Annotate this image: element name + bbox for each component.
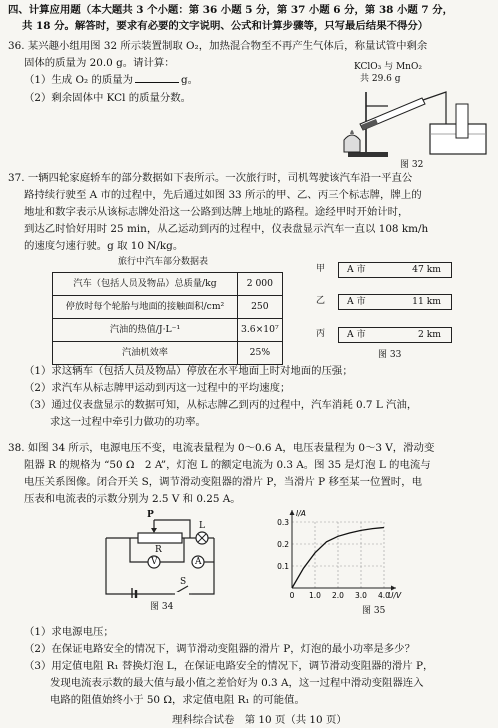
rheostat-icon bbox=[138, 533, 182, 543]
q36-part1 bbox=[24, 72, 198, 88]
road-sign-jia bbox=[338, 262, 452, 278]
table-cell-key: 汽车（包括人员及物品）总质量/kg bbox=[53, 273, 238, 296]
fig35-caption: 图 35 bbox=[362, 606, 386, 616]
x-tick-label: 3.0 bbox=[355, 591, 367, 600]
car-data-table bbox=[52, 272, 283, 365]
section-heading: 四、计算应用题（本大题共 3 个小题：第 36 小题 5 分，第 37 小题 6 分，第 38 小题 7 分， bbox=[8, 4, 454, 16]
table-row bbox=[53, 273, 283, 296]
q38-part1: （1）求电源电压； bbox=[24, 626, 114, 638]
x-tick-label: 0 bbox=[289, 591, 295, 600]
fig34-circuit bbox=[92, 510, 232, 598]
fig32-label-mass: 共 29.6 g bbox=[360, 74, 401, 84]
road-sign-yi bbox=[338, 294, 452, 310]
x-axis-arrow bbox=[391, 586, 396, 591]
voltmeter-label: V bbox=[151, 557, 158, 567]
q37-line3: 地址和数字表示从该标志牌处沿这一公路到达牌上地址的路程。途经甲时开始计时， bbox=[24, 206, 409, 218]
q36-part1-unit: g。 bbox=[181, 74, 199, 86]
q38-part2: （2）在保证电路安全的情况下，调节滑动变阻器的滑片 P，灯泡的最小功率是多少？ bbox=[24, 643, 415, 655]
q37-line1: 37. 一辆四轮家庭轿车的部分数据如下表所示。一次旅行时，司机驾驶该汽车沿一平直公 bbox=[8, 172, 413, 184]
q38-part3-cont: 发现电流表示数的最大值与最小值之差恰好为 0.3 A，这一过程中滑动变阻器连入 bbox=[50, 677, 424, 689]
table-cell-value: 250 bbox=[238, 296, 283, 319]
y-tick-label: 0.1 bbox=[277, 562, 289, 571]
table-cell-key: 停放时每个轮胎与地面的接触面积/cm² bbox=[53, 296, 238, 319]
circuit-label-l: L bbox=[199, 521, 205, 531]
page-footer: 理科综合试卷 第 10 页（共 10 页） bbox=[172, 714, 347, 726]
sign-city: A 市 bbox=[347, 329, 366, 340]
circuit-label-p: P bbox=[147, 510, 154, 520]
fig32-caption: 图 32 bbox=[400, 160, 424, 170]
q37-line2: 路持续行驶至 A 市的过程中，先后通过如图 33 所示的甲、乙、丙三个标志牌，牌上的 bbox=[24, 189, 422, 201]
y-axis-label: I/A bbox=[296, 509, 306, 518]
fig34-caption: 图 34 bbox=[150, 602, 174, 612]
fig32-apparatus bbox=[330, 84, 490, 160]
ammeter-label: A bbox=[195, 557, 202, 567]
x-tick-label: 4.0 bbox=[378, 591, 390, 600]
y-tick-label: 0.3 bbox=[277, 518, 289, 527]
q36-line2: 固体的质量为 20.0 g。请计算： bbox=[24, 57, 175, 69]
fig32-label-reagents: KClO₃ 与 MnO₂ bbox=[354, 62, 422, 72]
x-tick-label: 2.0 bbox=[332, 591, 344, 600]
x-tick-label: 1.0 bbox=[309, 591, 321, 600]
circuit-label-r: R bbox=[155, 545, 162, 555]
q38-part3-cont2: 电路的阻值始终小于 50 Ω，求定值电阻 R₁ 的可能值。 bbox=[50, 694, 305, 706]
q37-part3-cont: 求这一过程中牵引力做功的功率。 bbox=[50, 416, 206, 428]
answer-blank bbox=[135, 72, 179, 83]
section-heading-cont: 共 18 分。解答时，要求有必要的文字说明、公式和计算步骤等，只写最后结果不得分） bbox=[22, 20, 429, 32]
table-cell-value: 2 000 bbox=[238, 273, 283, 296]
q38-line2: 阻器 R 的规格为 “50 Ω 2 A”，灯泡 L 的额定电流为 0.3 A。图 35 是灯泡 L 的电流与 bbox=[24, 459, 431, 471]
q37-part3: （3）通过仪表盘显示的数据可知，从标志牌乙到丙的过程中，汽车消耗 0.7 L 汽油， bbox=[24, 399, 418, 411]
q36-part1-text: （1）生成 O₂ 的质量为 bbox=[24, 74, 134, 86]
sign-distance: 47 km bbox=[412, 264, 441, 275]
table-cell-value: 3.6×10⁷ bbox=[238, 319, 283, 342]
fig35-iu-chart bbox=[268, 506, 408, 604]
y-axis-arrow bbox=[290, 510, 295, 515]
q38-line3: 电压关系图像。闭合开关 S，调节滑动变阻器的滑片 P，当滑片 P 移至某一位置时，电 bbox=[24, 476, 422, 488]
road-sign-bing bbox=[338, 327, 452, 343]
q37-part2: （2）求汽车从标志牌甲运动到丙这一过程中的平均速度； bbox=[24, 382, 291, 394]
q37-line4: 到达乙时恰好用时 25 min，从乙运动到丙的过程中，仪表盘显示汽车一直以 108 km/h bbox=[24, 223, 429, 235]
x-axis-label: U/V bbox=[388, 591, 402, 600]
table-cell-key: 汽油机效率 bbox=[53, 342, 238, 365]
sign-city: A 市 bbox=[347, 264, 366, 275]
q37-part1: （1）求这辆车（包括人员及物品）停放在水平地面上时对地面的压强； bbox=[24, 365, 353, 377]
q38-line1: 38. 如图 34 所示，电源电压不变，电流表量程为 0～0.6 A，电压表量程为 0～3 V，滑动变 bbox=[8, 442, 435, 454]
sign-distance: 2 km bbox=[417, 329, 441, 340]
y-tick-label: 0.2 bbox=[277, 540, 289, 549]
sign-tag-bing: 丙 bbox=[316, 329, 326, 339]
sign-city: A 市 bbox=[347, 296, 366, 307]
q36-line1: 36. 某兴趣小组用图 32 所示装置制取 O₂，加热混合物至不再产生气体后，称量试管中剩余 bbox=[8, 40, 428, 52]
sign-tag-jia: 甲 bbox=[316, 264, 326, 274]
table-cell-value: 25% bbox=[238, 342, 283, 365]
q38-line4: 压表和电流表的示数分别为 2.5 V 和 0.25 A。 bbox=[24, 493, 241, 505]
table-row bbox=[53, 342, 283, 365]
table-row bbox=[53, 296, 283, 319]
table-title: 旅行中汽车部分数据表 bbox=[118, 257, 209, 267]
circuit-label-s: S bbox=[180, 577, 187, 587]
q37-line5: 的速度匀速行驶。g 取 10 N/kg。 bbox=[24, 240, 184, 252]
q38-part3: （3）用定值电阻 R₁ 替换灯泡 L，在保证电路安全的情况下，调节滑动变阻器的滑片 P， bbox=[24, 660, 434, 672]
table-row bbox=[53, 319, 283, 342]
table-cell-key: 汽油的热值/J·L⁻¹ bbox=[53, 319, 238, 342]
q36-part2: （2）剩余固体中 KCl 的质量分数。 bbox=[24, 92, 192, 104]
fig33-caption: 图 33 bbox=[378, 350, 402, 360]
sign-tag-yi: 乙 bbox=[316, 296, 326, 306]
sign-distance: 11 km bbox=[412, 296, 441, 307]
